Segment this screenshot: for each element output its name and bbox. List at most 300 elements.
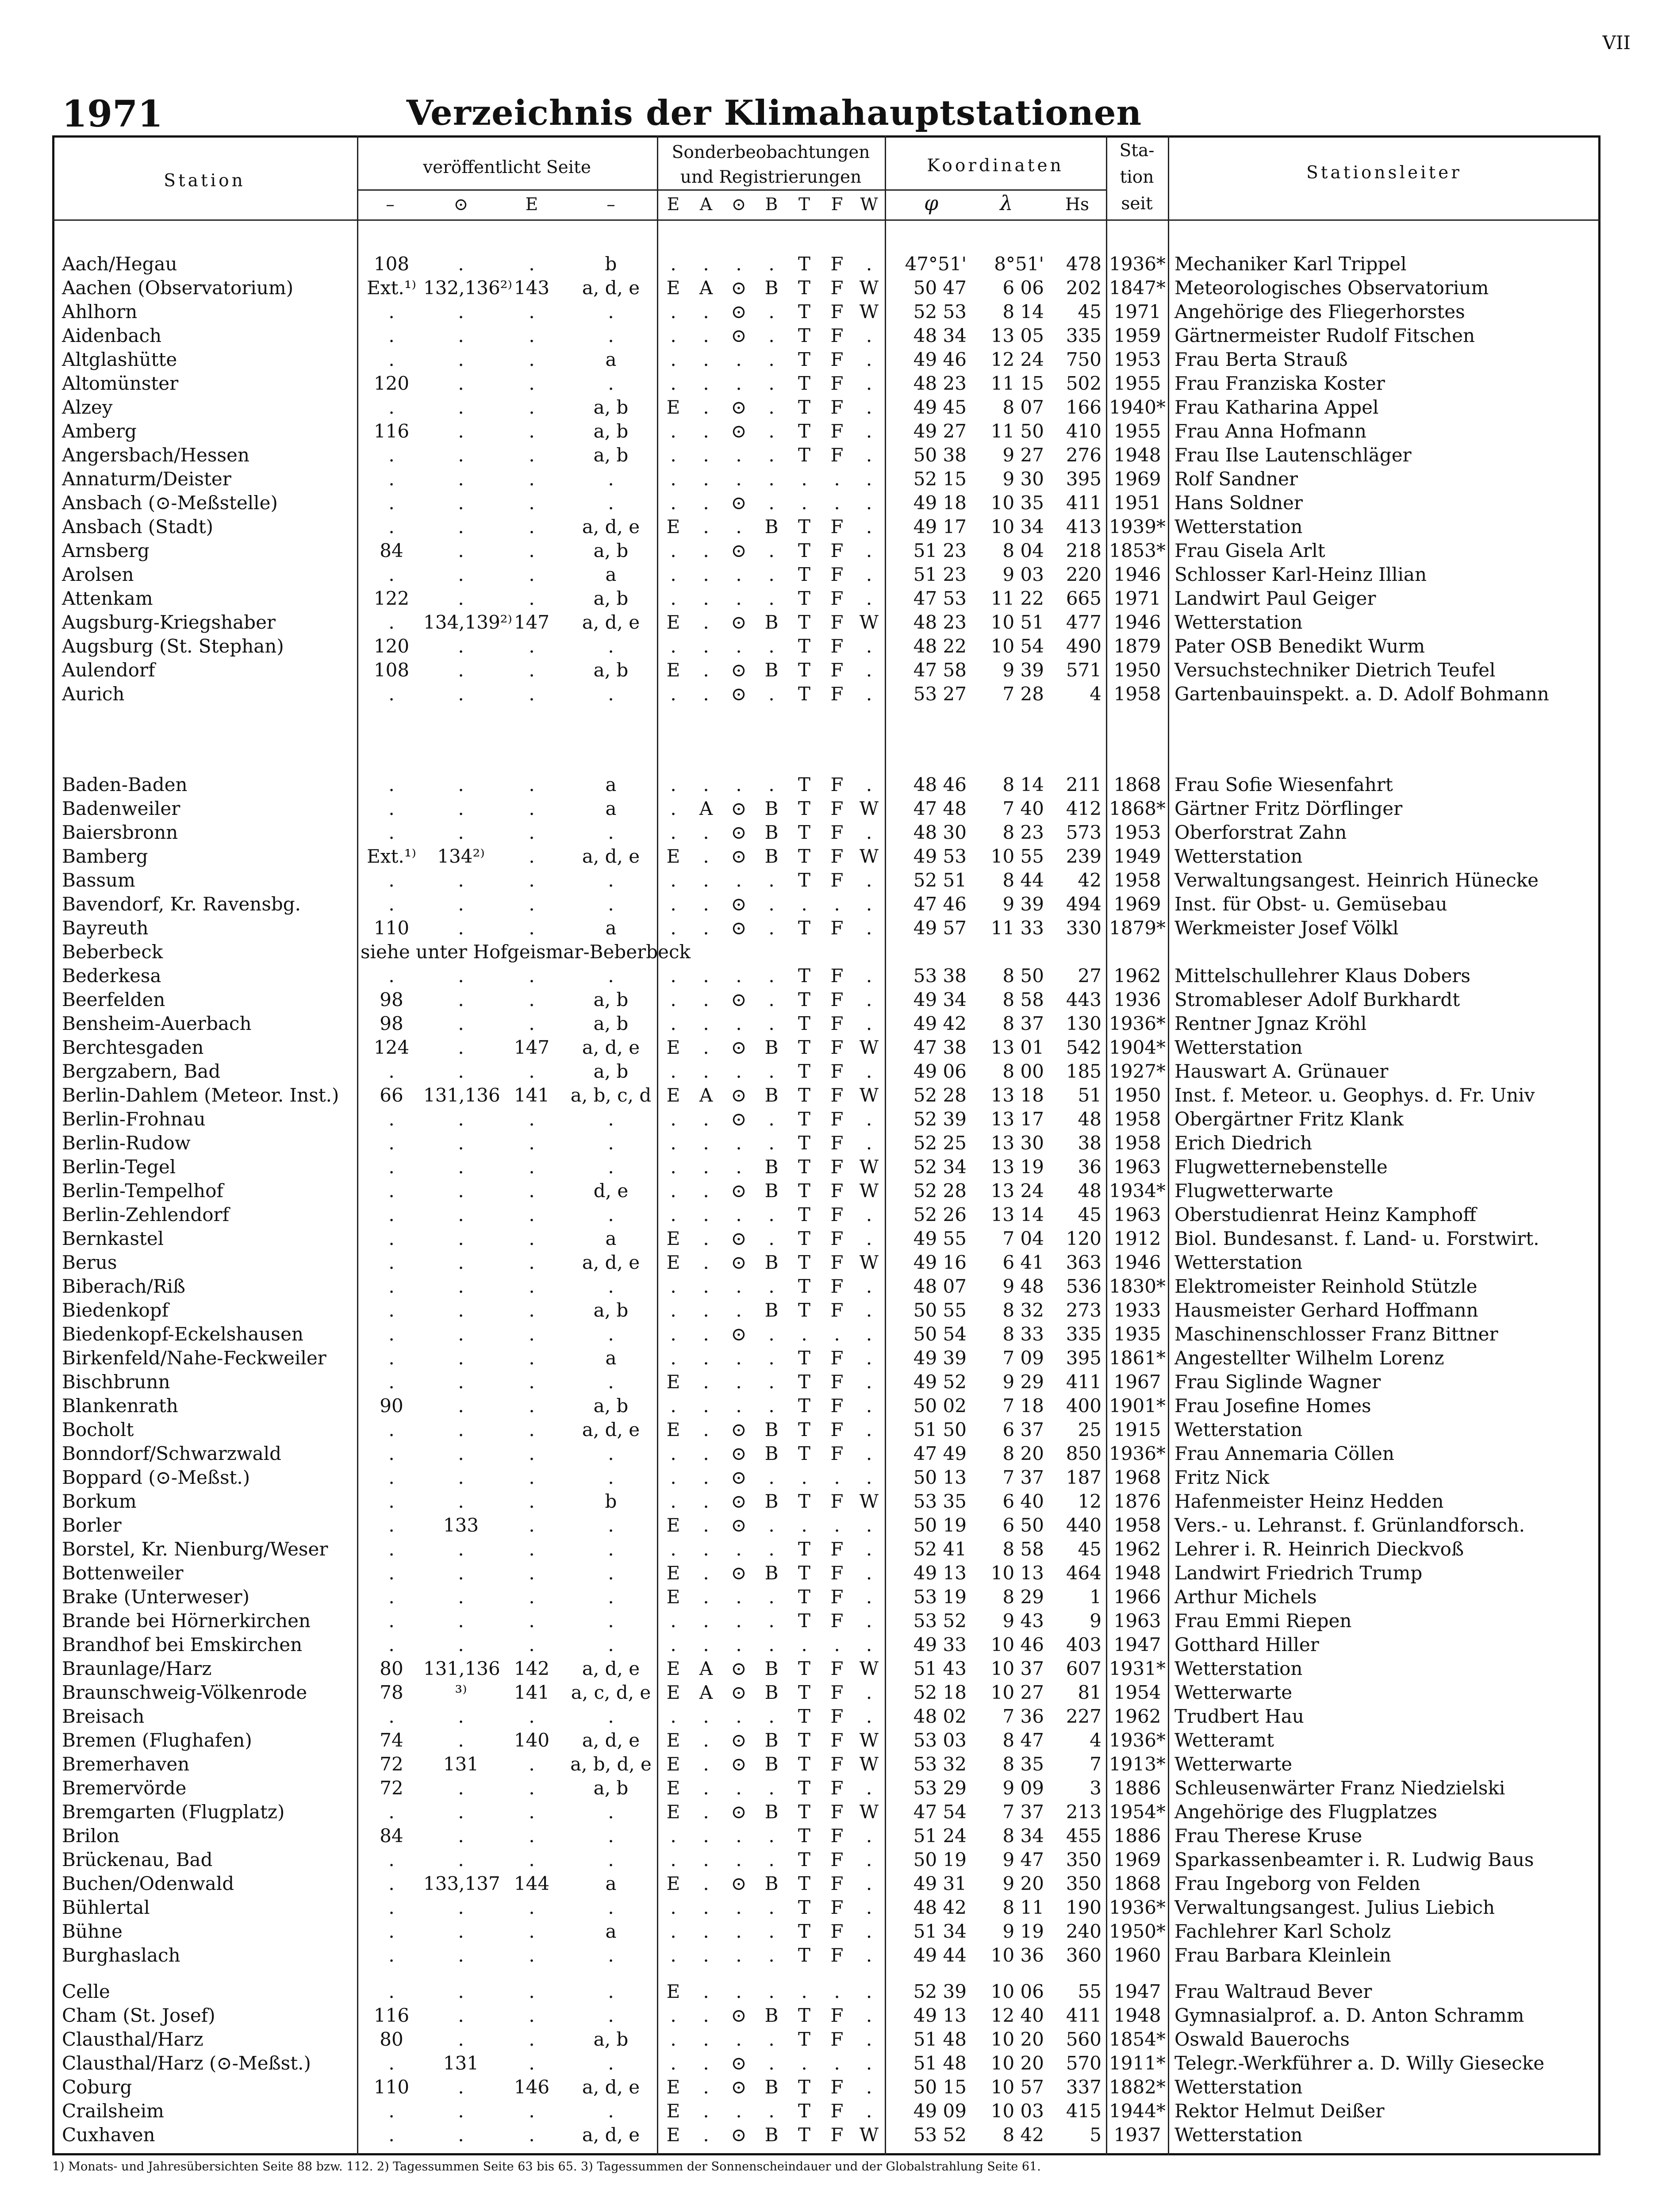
cell-since: 1971 — [1113, 588, 1161, 609]
cell-p1: . — [388, 1981, 395, 2002]
cell-p4: a, b — [593, 2028, 629, 2050]
cell-since: 1882* — [1109, 2076, 1166, 2098]
cell-lon: 8 04 — [1002, 540, 1044, 561]
table-row — [0, 1633, 1658, 1657]
table-row — [0, 443, 1658, 467]
cell-since: 1955 — [1113, 420, 1161, 442]
cell-p1: . — [388, 1252, 395, 1273]
table-row — [0, 1418, 1658, 1442]
cell-p2: . — [458, 1013, 464, 1034]
cell-since: 1936* — [1109, 1443, 1166, 1464]
cell-h: 273 — [1066, 1299, 1101, 1321]
cell-since: 1963 — [1113, 1156, 1161, 1178]
cell-E: E — [666, 1753, 680, 1775]
cell-p4: a, b — [593, 420, 629, 442]
cell-p1: . — [388, 516, 395, 538]
cell-W: W — [859, 1156, 879, 1178]
cell-h: 9 — [1090, 1610, 1101, 1632]
cell-p4: a — [605, 774, 617, 795]
cell-h: 850 — [1066, 1443, 1101, 1464]
header-special-col: B — [765, 195, 778, 215]
cell-T: T — [798, 277, 810, 299]
cell-S: . — [736, 1944, 742, 1966]
cell-leader: Fritz Nick — [1174, 1467, 1270, 1488]
cell-W: . — [866, 396, 872, 418]
cell-p1: 84 — [380, 540, 403, 561]
cell-p2: . — [458, 516, 464, 538]
cell-lon: 7 36 — [1002, 1705, 1044, 1727]
cell-p1: . — [388, 798, 395, 819]
cell-lat: 50 02 — [913, 1395, 967, 1417]
cell-W: . — [866, 1395, 872, 1417]
cell-W: . — [866, 349, 872, 370]
cell-lon: 10 55 — [990, 845, 1044, 867]
cell-h: 412 — [1066, 798, 1101, 819]
cell-name: Bischbrunn — [62, 1371, 170, 1393]
cell-p4: a, d, e — [582, 277, 640, 299]
cell-p3: 146 — [514, 2076, 550, 2098]
cell-p2: . — [458, 1849, 464, 1870]
cell-lon: 8 14 — [1002, 301, 1044, 323]
cell-since: 1963 — [1113, 1610, 1161, 1632]
cell-W: . — [866, 2052, 872, 2074]
cell-S: ⊙ — [731, 1753, 747, 1775]
cell-lon: 7 04 — [1002, 1228, 1044, 1249]
cell-p2: . — [458, 1981, 464, 2002]
cell-lat: 47 48 — [913, 798, 967, 819]
cell-B: . — [768, 1981, 775, 2002]
cell-leader: Landwirt Friedrich Trump — [1174, 1562, 1423, 1584]
cell-F: F — [830, 540, 844, 561]
cell-F: F — [830, 1037, 844, 1058]
cell-p2: . — [458, 2076, 464, 2098]
cell-leader: Oswald Bauerochs — [1174, 2028, 1350, 2050]
table-row — [0, 821, 1658, 845]
cell-E: E — [666, 1371, 680, 1393]
cell-F: F — [830, 635, 844, 657]
cell-S: ⊙ — [731, 1490, 747, 1512]
cell-F: F — [830, 1228, 844, 1249]
cell-E: . — [670, 683, 676, 705]
cell-since: 1830* — [1109, 1275, 1166, 1297]
cell-lon: 10 34 — [990, 516, 1044, 538]
cell-A: . — [703, 1323, 709, 1345]
cell-A: . — [703, 396, 709, 418]
cell-lat: 52 18 — [913, 1682, 967, 1703]
cell-leader: Oberforstrat Zahn — [1174, 822, 1347, 843]
cell-T: T — [798, 2005, 810, 2026]
cell-W: . — [866, 1538, 872, 1560]
cell-leader: Frau Franziska Koster — [1174, 373, 1385, 394]
cell-leader: Wetterstation — [1174, 1419, 1303, 1440]
cell-B: B — [764, 1084, 779, 1106]
cell-leader: Werkmeister Josef Völkl — [1174, 917, 1399, 939]
cell-E: E — [666, 2124, 680, 2146]
cell-A: . — [703, 301, 709, 323]
cell-W: . — [866, 468, 872, 490]
cell-p2: . — [458, 1252, 464, 1273]
cell-p1: . — [388, 1347, 395, 1369]
cell-p3: . — [529, 1347, 535, 1369]
cell-A: . — [703, 1729, 709, 1751]
cell-T: . — [801, 1467, 807, 1488]
cell-S: ⊙ — [731, 540, 747, 561]
cell-lon: 9 03 — [1002, 564, 1044, 585]
cell-S: . — [736, 774, 742, 795]
cell-name: Brilon — [62, 1825, 120, 1847]
cell-since: 1940* — [1109, 396, 1166, 418]
table-row — [0, 682, 1658, 706]
cell-h: 490 — [1066, 635, 1101, 657]
cell-p1: 116 — [373, 2005, 410, 2026]
cell-S: ⊙ — [731, 1443, 747, 1464]
cell-since: 1962 — [1113, 965, 1161, 987]
cell-B: . — [768, 989, 775, 1010]
cell-h: 120 — [1066, 1228, 1101, 1249]
cell-A: . — [703, 1419, 709, 1440]
cell-name: Bremen (Flughafen) — [62, 1729, 252, 1751]
cell-p4: . — [608, 325, 614, 346]
cell-leader: Mechaniker Karl Trippel — [1174, 253, 1407, 275]
cell-p1: . — [388, 349, 395, 370]
cell-T: T — [798, 1801, 810, 1823]
cell-W: . — [866, 1060, 872, 1082]
cell-T: T — [798, 659, 810, 681]
cell-A: . — [703, 2100, 709, 2122]
cell-T: T — [798, 253, 810, 275]
cell-leader: Rektor Helmut Deißer — [1174, 2100, 1385, 2122]
cell-name: Birkenfeld/Nahe-Feckweiler — [62, 1347, 326, 1369]
cell-p2: 131 — [443, 2052, 479, 2074]
cell-lat: 52 51 — [913, 869, 967, 891]
cell-p4: a — [605, 1228, 617, 1249]
cell-since: 1950* — [1109, 1920, 1166, 1942]
cell-F: . — [834, 1981, 840, 2002]
cell-lat: 51 50 — [913, 1419, 967, 1440]
cell-lon: 8 11 — [1002, 1897, 1044, 1918]
cell-lat: 53 27 — [913, 683, 967, 705]
cell-S: ⊙ — [731, 1252, 747, 1273]
cell-T: T — [798, 1299, 810, 1321]
cell-p4: . — [608, 1371, 614, 1393]
cell-p3: . — [529, 1252, 535, 1273]
cell-name: Brandhof bei Emskirchen — [62, 1634, 303, 1655]
cell-T: T — [798, 683, 810, 705]
cell-p4: . — [608, 1204, 614, 1225]
cell-E: . — [670, 373, 676, 394]
cell-lon: 10 20 — [990, 2052, 1044, 2074]
cell-since: 1939* — [1109, 516, 1166, 538]
header-published: veröffentlicht Seite — [423, 157, 591, 177]
cell-lat: 49 53 — [913, 845, 967, 867]
header-pub-col: E — [525, 195, 538, 215]
cell-S: . — [736, 1825, 742, 1847]
cell-name: Blankenrath — [62, 1395, 178, 1417]
cell-E: E — [666, 2076, 680, 2098]
cell-A: . — [703, 373, 709, 394]
cell-leader: Frau Katharina Appel — [1174, 396, 1379, 418]
cell-lat: 53 32 — [913, 1753, 967, 1775]
cell-p4: a, b — [593, 444, 629, 466]
cell-F: F — [830, 1849, 844, 1870]
cell-leader: Frau Berta Strauß — [1174, 349, 1348, 370]
cell-p4: . — [608, 492, 614, 514]
cell-B: B — [764, 1562, 779, 1584]
cell-p2: 132,136²⁾ — [423, 277, 512, 299]
cell-h: 607 — [1066, 1658, 1101, 1679]
cell-B: . — [768, 1920, 775, 1942]
cell-S: ⊙ — [731, 1801, 747, 1823]
cell-p4: . — [608, 1323, 614, 1345]
cell-name: Brake (Unterweser) — [62, 1586, 249, 1608]
cell-h: 573 — [1066, 822, 1101, 843]
cell-lat: 47 46 — [913, 893, 967, 915]
cell-name: Bottenweiler — [62, 1562, 184, 1584]
cell-leader: Pater OSB Benedikt Wurm — [1174, 635, 1425, 657]
table-row — [0, 1920, 1658, 1943]
cell-E: . — [670, 1132, 676, 1154]
cell-S: ⊙ — [731, 798, 747, 819]
cell-p2: . — [458, 1275, 464, 1297]
cell-h: 12 — [1078, 1490, 1101, 1512]
cell-p4: . — [608, 1275, 614, 1297]
cell-p1: . — [388, 1538, 395, 1560]
cell-W: . — [866, 2076, 872, 2098]
cell-name: Borler — [62, 1514, 122, 1536]
cell-lon: 6 06 — [1002, 277, 1044, 299]
cell-lat: 48 46 — [913, 774, 967, 795]
table-row — [0, 419, 1658, 443]
cell-p3: . — [529, 349, 535, 370]
cell-S: ⊙ — [731, 301, 747, 323]
cell-F: F — [830, 516, 844, 538]
cell-lon: 13 19 — [990, 1156, 1044, 1178]
cell-name: Braunschweig-Völkenrode — [62, 1682, 307, 1703]
cell-p2: . — [458, 1228, 464, 1249]
cell-T: T — [798, 1228, 810, 1249]
cell-B: B — [764, 1682, 779, 1703]
cell-p4: a, b — [593, 588, 629, 609]
cell-A: . — [703, 1562, 709, 1584]
table-row — [0, 2028, 1658, 2051]
cell-h: 276 — [1066, 444, 1101, 466]
cell-leader: Inst. f. Meteor. u. Geophys. d. Fr. Univ — [1174, 1084, 1535, 1106]
cell-p1: . — [388, 1849, 395, 1870]
cell-since: 1936* — [1109, 1729, 1166, 1751]
cell-lat: 50 38 — [913, 444, 967, 466]
table-row — [0, 1322, 1658, 1346]
cell-p1: 72 — [380, 1777, 403, 1799]
cell-lon: 10 27 — [990, 1682, 1044, 1703]
cell-T: T — [798, 1037, 810, 1058]
cell-T: T — [798, 1252, 810, 1273]
cell-lat: 52 39 — [913, 1981, 967, 2002]
cell-B: B — [764, 2005, 779, 2026]
cell-name: Baden-Baden — [62, 774, 188, 795]
cell-p2: . — [458, 1323, 464, 1345]
cell-leader: Elektromeister Reinhold Stützle — [1174, 1275, 1478, 1297]
cell-p3: . — [529, 1180, 535, 1202]
cell-p3: . — [529, 253, 535, 275]
cell-p4: . — [608, 1562, 614, 1584]
cell-name: Alzey — [62, 396, 113, 418]
cell-B: . — [768, 1610, 775, 1632]
cell-h: 403 — [1066, 1634, 1101, 1655]
cell-p2: . — [458, 1180, 464, 1202]
cell-p4: a, b — [593, 1777, 629, 1799]
cell-p1: . — [388, 1323, 395, 1345]
cell-B: B — [764, 611, 779, 633]
cell-S: ⊙ — [731, 1514, 747, 1536]
cell-S: . — [736, 1634, 742, 1655]
cell-lon: 13 05 — [990, 325, 1044, 346]
header-rule — [52, 219, 1600, 221]
cell-E: . — [670, 468, 676, 490]
cell-p3: . — [529, 492, 535, 514]
cell-W: . — [866, 1682, 872, 1703]
cell-lat: 51 43 — [913, 1658, 967, 1679]
cell-since: 1949 — [1113, 845, 1161, 867]
cell-p4: . — [608, 2100, 614, 2122]
cell-B: B — [764, 277, 779, 299]
cell-A: A — [699, 1658, 713, 1679]
cell-p3: . — [529, 845, 535, 867]
cell-F: F — [830, 2076, 844, 2098]
cell-A: . — [703, 420, 709, 442]
cell-h: 571 — [1066, 659, 1101, 681]
cell-lon: 9 19 — [1002, 1920, 1044, 1942]
cell-p1: . — [388, 1180, 395, 1202]
table-row — [0, 1585, 1658, 1609]
table-row — [0, 611, 1658, 634]
cell-T: T — [798, 1538, 810, 1560]
cell-B: B — [764, 1156, 779, 1178]
cell-name: Brückenau, Bad — [62, 1849, 213, 1870]
cell-E: . — [670, 798, 676, 819]
cell-p3: . — [529, 683, 535, 705]
cell-S: . — [736, 1610, 742, 1632]
cell-W: W — [859, 1180, 879, 1202]
cell-F: F — [830, 683, 844, 705]
cell-p1: 80 — [380, 2028, 403, 2050]
cell-W: . — [866, 253, 872, 275]
cell-lon: 10 51 — [990, 611, 1044, 633]
table-row — [0, 1060, 1658, 1083]
cell-B: . — [768, 540, 775, 561]
cell-leader: Schleusenwärter Franz Niedzielski — [1174, 1777, 1505, 1799]
cell-p4: . — [608, 1538, 614, 1560]
cell-lat: 49 31 — [913, 1873, 967, 1894]
cell-p3: . — [529, 1467, 535, 1488]
cell-B: . — [768, 1060, 775, 1082]
cell-B: . — [768, 301, 775, 323]
cell-h: 45 — [1078, 301, 1101, 323]
cell-T: T — [798, 1204, 810, 1225]
cell-p4: a, b — [593, 396, 629, 418]
cell-lat: 49 27 — [913, 420, 967, 442]
table-row — [0, 1012, 1658, 1036]
cell-since: 1847* — [1109, 277, 1166, 299]
cell-since: 1927* — [1109, 1060, 1166, 1082]
table-row — [0, 1370, 1658, 1394]
cell-name: Altglashütte — [62, 349, 177, 370]
cell-W: W — [859, 611, 879, 633]
cell-h: 337 — [1066, 2076, 1101, 2098]
cell-T: T — [798, 2124, 810, 2146]
cell-T: T — [798, 1562, 810, 1584]
cell-S: . — [736, 1920, 742, 1942]
cell-B: B — [764, 2076, 779, 2098]
cell-since: 1953 — [1113, 822, 1161, 843]
cell-name: Berus — [62, 1252, 117, 1273]
cell-leader: Landwirt Paul Geiger — [1174, 588, 1376, 609]
cell-T: T — [798, 325, 810, 346]
cell-F: F — [830, 1180, 844, 1202]
cell-E: E — [666, 516, 680, 538]
cell-F: F — [830, 1204, 844, 1225]
cell-lon: 9 43 — [1002, 1610, 1044, 1632]
cell-p3: . — [529, 1299, 535, 1321]
cell-B: B — [764, 1419, 779, 1440]
cell-leader: Frau Ilse Lautenschläger — [1174, 444, 1412, 466]
cell-lon: 8 33 — [1002, 1323, 1044, 1345]
cell-leader: Wetterstation — [1174, 2124, 1303, 2146]
cell-F: F — [830, 444, 844, 466]
cell-E: E — [666, 1729, 680, 1751]
cell-leader: Frau Siglinde Wagner — [1174, 1371, 1381, 1393]
cell-p1: . — [388, 1610, 395, 1632]
cell-lon: 8 50 — [1002, 965, 1044, 987]
cell-h: 560 — [1066, 2028, 1101, 2050]
cell-W: . — [866, 1299, 872, 1321]
cell-B: . — [768, 635, 775, 657]
cell-lat: 53 52 — [913, 1610, 967, 1632]
cell-W: . — [866, 1873, 872, 1894]
cell-S: ⊙ — [731, 1467, 747, 1488]
cell-E: . — [670, 1825, 676, 1847]
cell-T: T — [798, 1443, 810, 1464]
cell-E: . — [670, 1275, 676, 1297]
cell-B: B — [764, 1252, 779, 1273]
cell-T: . — [801, 1981, 807, 2002]
cell-lat: 52 15 — [913, 468, 967, 490]
header-pub-col: – — [386, 195, 395, 215]
cell-p3: 147 — [514, 611, 550, 633]
cell-T: T — [798, 1825, 810, 1847]
cell-W: . — [866, 1849, 872, 1870]
cell-lat: 51 48 — [913, 2028, 967, 2050]
cell-p4: a — [605, 349, 617, 370]
table-row — [0, 2123, 1658, 2147]
cell-B: . — [768, 1849, 775, 1870]
cell-p3: 142 — [514, 1658, 550, 1679]
cell-lat: 51 23 — [913, 540, 967, 561]
cell-B: . — [768, 683, 775, 705]
cell-lon: 9 27 — [1002, 444, 1044, 466]
cell-S: ⊙ — [731, 420, 747, 442]
cell-since: 1947 — [1113, 1981, 1161, 2002]
cell-E: . — [670, 1610, 676, 1632]
page-title: Verzeichnis der Klimahauptstationen — [406, 93, 1142, 133]
cell-T: T — [798, 1180, 810, 1202]
cell-lat: 52 26 — [913, 1204, 967, 1225]
cell-W: . — [866, 492, 872, 514]
cell-p3: . — [529, 774, 535, 795]
cell-S: ⊙ — [731, 659, 747, 681]
cell-p4: a — [605, 1873, 617, 1894]
cell-since: 1960 — [1113, 1944, 1161, 1966]
cell-S: . — [736, 965, 742, 987]
